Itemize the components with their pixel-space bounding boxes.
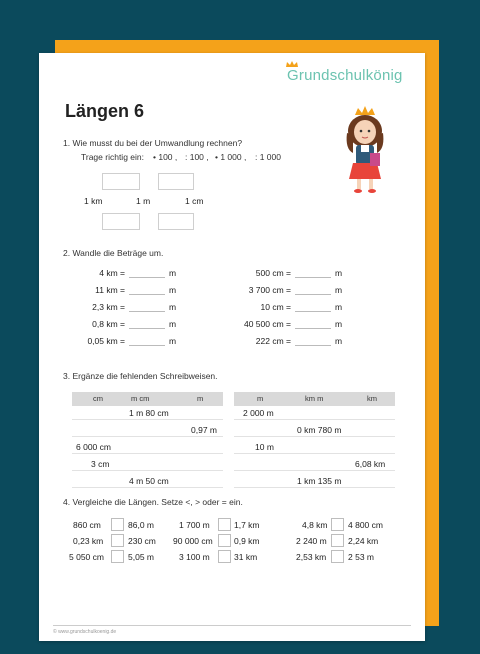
q4-r2-c1-compare-box[interactable] — [111, 534, 124, 547]
footer-copyright: © www.grundschulkoenig.de — [53, 629, 117, 635]
q3-left-cell-5: 4 m 50 cm — [129, 476, 169, 486]
q3-left-cell-2: 0,97 m — [191, 425, 217, 435]
q2-right-2-blank[interactable] — [295, 294, 331, 295]
q1-op-4: : 1 000 — [255, 152, 281, 162]
q4-r1-c3-left: 4,8 km — [302, 520, 328, 530]
q3-left-header-cm: cm — [93, 394, 103, 403]
princess-illustration — [337, 105, 393, 197]
q4-r2-c3-left: 2 240 m — [296, 536, 327, 546]
q4-r2-c1-right: 230 cm — [128, 536, 156, 546]
q2-left-5-unit: m — [169, 336, 177, 346]
q1-unit-m: 1 m — [136, 196, 151, 206]
q4-r1-c2-right: 1,7 km — [234, 520, 260, 530]
q3-question: 3. Ergänze die fehlenden Schreibweisen. — [63, 371, 218, 381]
q2-right-4-unit: m — [335, 319, 343, 329]
q2-right-2-unit: m — [335, 285, 343, 295]
q1-answer-box-bottom-right[interactable] — [158, 213, 194, 230]
q3-right-cell-5: 1 km 135 m — [297, 476, 342, 486]
q3-right-cell-2: 0 km 780 m — [297, 425, 342, 435]
q3-right-row-line-3 — [234, 453, 395, 454]
q2-left-5-blank[interactable] — [129, 345, 165, 346]
q2-right-5-unit: m — [335, 336, 343, 346]
q2-left-4-unit: m — [169, 319, 177, 329]
q1-answer-box-bottom-left[interactable] — [102, 213, 140, 230]
q2-right-2: 3 700 cm = — [248, 285, 291, 295]
q3-left-cell-3: 6 000 cm — [76, 442, 111, 452]
q1-unit-cm: 1 cm — [185, 196, 204, 206]
q2-right-3: 10 cm = — [260, 302, 291, 312]
worksheet-page — [39, 53, 425, 641]
q2-left-1: 4 km = — [99, 268, 125, 278]
q3-left-row-line-3 — [72, 453, 223, 454]
q3-right-cell-4: 6,08 km — [355, 459, 386, 469]
page-title: Längen 6 — [65, 101, 145, 121]
q3-right-header-km: km — [367, 394, 377, 403]
q2-left-3: 2,3 km = — [92, 302, 125, 312]
q4-r3-c2-compare-box[interactable] — [218, 550, 231, 563]
q1-op-3: • 1 000 , — [215, 152, 247, 162]
q3-left-row-line-1 — [72, 419, 223, 420]
brand-logo-text: Grundschulkönig — [287, 67, 403, 84]
q4-r2-c2-left: 90 000 cm — [173, 536, 213, 546]
q2-left-4-blank[interactable] — [129, 328, 165, 329]
q4-r2-c2-compare-box[interactable] — [218, 534, 231, 547]
q2-left-2-unit: m — [169, 285, 177, 295]
q1-unit-km: 1 km — [84, 196, 103, 206]
q4-r3-c3-compare-box[interactable] — [331, 550, 344, 563]
q2-right-3-unit: m — [335, 302, 343, 312]
q1-answer-box-top-right[interactable] — [158, 173, 194, 190]
q2-right-1-unit: m — [335, 268, 343, 278]
footer-separator — [53, 625, 411, 626]
q3-right-cell-1: 2 000 m — [243, 408, 274, 418]
q4-r3-c1-left: 5 050 cm — [69, 552, 104, 562]
q2-left-1-blank[interactable] — [129, 277, 165, 278]
q1-op-1: • 100 , — [153, 152, 178, 162]
q3-left-cell-1: 1 m 80 cm — [129, 408, 169, 418]
q4-r1-c1-left: 860 cm — [73, 520, 101, 530]
q2-right-3-blank[interactable] — [295, 311, 331, 312]
q4-r3-c3-right: 2 53 m — [348, 552, 374, 562]
q3-left-row-line-2 — [72, 436, 223, 437]
q1-question: 1. Wie musst du bei der Umwandlung rechnen? — [63, 138, 243, 148]
q4-r1-c1-compare-box[interactable] — [111, 518, 124, 531]
q1-instruction: Trage richtig ein: — [81, 152, 144, 162]
q3-right-header-m: m — [257, 394, 264, 403]
q2-left-2-blank[interactable] — [129, 294, 165, 295]
q2-right-5: 222 cm = — [255, 336, 291, 346]
q3-right-header-km-m: km m — [305, 394, 324, 403]
q4-r1-c3-compare-box[interactable] — [331, 518, 344, 531]
q4-r2-c1-left: 0,23 km — [73, 536, 104, 546]
q4-r3-c3-left: 2,53 km — [296, 552, 327, 562]
q2-left-2: 11 km = — [95, 285, 125, 295]
q3-right-cell-3: 10 m — [255, 442, 274, 452]
q3-left-row-line-5 — [72, 487, 223, 488]
q3-right-row-line-2 — [234, 436, 395, 437]
q4-r3-c2-left: 3 100 m — [179, 552, 210, 562]
q4-r1-c3-right: 4 800 cm — [348, 520, 383, 530]
q3-right-row-line-4 — [234, 470, 395, 471]
q2-right-4: 40 500 cm = — [243, 319, 291, 329]
q4-r1-c1-right: 86,0 m — [128, 520, 154, 530]
q4-r1-c2-left: 1 700 m — [179, 520, 210, 530]
q4-r2-c3-compare-box[interactable] — [331, 534, 344, 547]
q3-right-row-line-1 — [234, 419, 395, 420]
q3-left-header-m: m — [197, 394, 204, 403]
q3-left-row-line-4 — [72, 470, 223, 471]
q2-question: 2. Wandle die Beträge um. — [63, 248, 164, 258]
q2-left-1-unit: m — [169, 268, 177, 278]
q2-left-3-blank[interactable] — [129, 311, 165, 312]
q1-answer-box-top-left[interactable] — [102, 173, 140, 190]
q4-question: 4. Vergleiche die Längen. Setze <, > oder = ein. — [63, 497, 243, 507]
q2-right-5-blank[interactable] — [295, 345, 331, 346]
q3-left-header-m-cm: m cm — [131, 394, 150, 403]
q4-r2-c2-right: 0,9 km — [234, 536, 260, 546]
q2-right-1: 500 cm = — [255, 268, 291, 278]
q2-left-3-unit: m — [169, 302, 177, 312]
q3-left-cell-4: 3 cm — [91, 459, 110, 469]
q4-r1-c2-compare-box[interactable] — [218, 518, 231, 531]
q2-left-5: 0,05 km = — [87, 336, 125, 346]
q2-right-1-blank[interactable] — [295, 277, 331, 278]
q4-r3-c2-right: 31 km — [234, 552, 258, 562]
q4-r3-c1-right: 5,05 m — [128, 552, 154, 562]
q3-right-row-line-5 — [234, 487, 395, 488]
q4-r3-c1-compare-box[interactable] — [111, 550, 124, 563]
q2-left-4: 0,8 km = — [92, 319, 125, 329]
q1-op-2: : 100 , — [185, 152, 209, 162]
q2-right-4-blank[interactable] — [295, 328, 331, 329]
q4-r2-c3-right: 2,24 km — [348, 536, 379, 546]
